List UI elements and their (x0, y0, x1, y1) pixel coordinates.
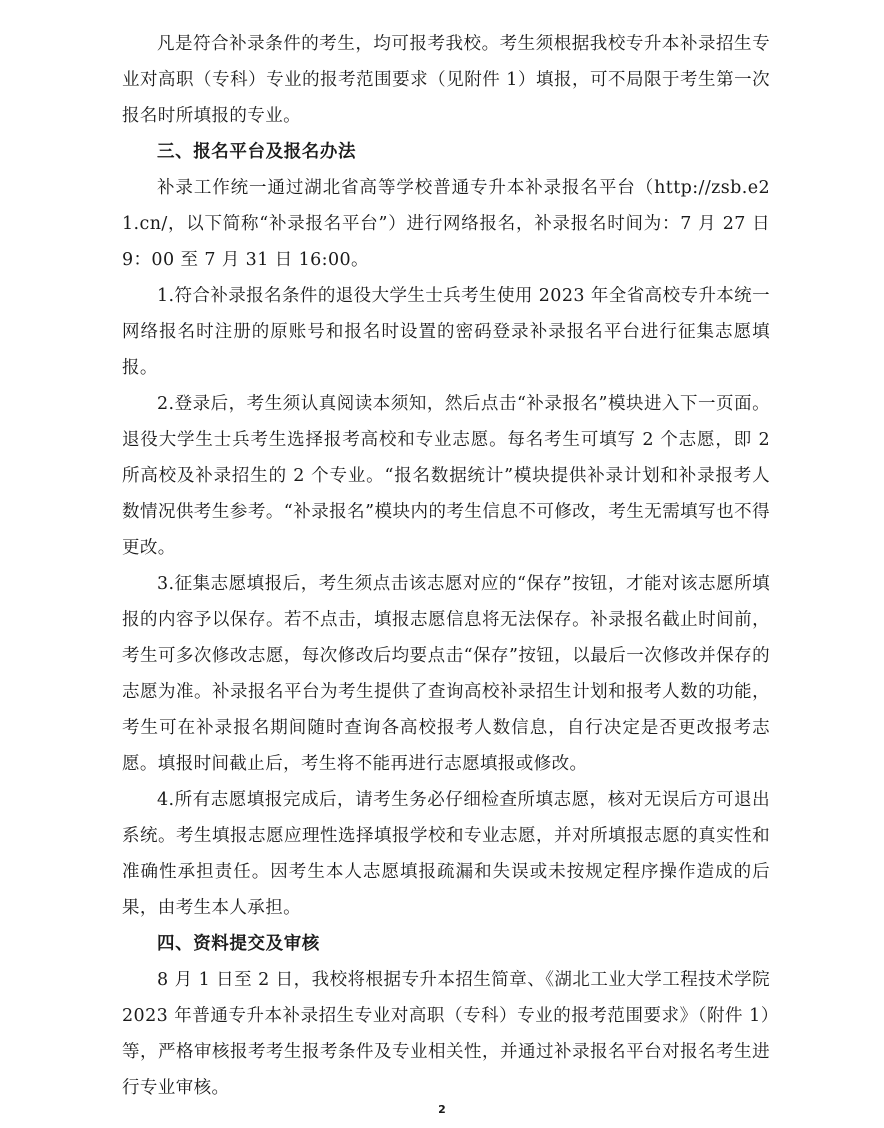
document-body (122, 26, 770, 1106)
list-item-check-and-exit: 4.所有志愿填报完成后，请考生务必仔细检查所填志愿，核对无误后方可退出系统。考生填报志愿应理性选择填报学校和专业志愿，并对所填报志愿的真实性和准确性承担责任。因考生本人志愿填报疏漏和失误或未按规定程序操作造成的后果，由考生本人承担。 (122, 790, 770, 918)
list-item-choose-volunteer: 2.登录后，考生须认真阅读本须知，然后点击“补录报名”模块进入下一页面。退役大学生士兵考生选择报考高校和专业志愿。每名考生可填写 2 个志愿，即 2 所高校及补录招生的 2 个专业。“报名数据统计”模块提供补录计划和补录报考人数情况供考生参考。“补录报名”模块内的考生信息不可修改，考生无需填写也不得更改。 (122, 394, 770, 558)
section-heading-registration: 三、报名平台及报名办法 (157, 142, 357, 162)
section-heading-review: 四、资料提交及审核 (157, 934, 320, 954)
list-item-login: 1.符合补录报名条件的退役大学生士兵考生使用 2023 年全省高校专升本统一网络报名时注册的原账号和报名时设置的密码登录补录报名平台进行征集志愿填报。 (122, 286, 770, 378)
paragraph-review: 8 月 1 日至 2 日，我校将根据专升本招生简章、《湖北工业大学工程技术学院 2023 年普通专升本补录招生专业对高职（专科）专业的报考范围要求》（附件 1）等，严格审核报考考生报考条件及专业相关性，并通过补录报名平台对报名考生进行专业审核。 (122, 970, 770, 1098)
paragraph-eligibility: 凡是符合补录条件的考生，均可报考我校。考生须根据我校专升本补录招生专业对高职（专科）专业的报考范围要求（见附件 1）填报，可不局限于考生第一次报名时所填报的专业。 (122, 34, 770, 126)
paragraph-registration-platform: 补录工作统一通过湖北省高等学校普通专升本补录报名平台（http://zsb.e21.cn/，以下简称“补录报名平台”）进行网络报名，补录报名时间为：7 月 27 日 9：00 至 7 月 31 日 16:00。 (122, 178, 770, 270)
page-number: 2 (438, 1103, 446, 1116)
list-item-save-volunteer: 3.征集志愿填报后，考生须点击该志愿对应的“保存”按钮，才能对该志愿所填报的内容予以保存。若不点击，填报志愿信息将无法保存。补录报名截止时间前，考生可多次修改志愿，每次修改后均要点击“保存”按钮，以最后一次修改并保存的志愿为准。补录报名平台为考生提供了查询高校补录招生计划和报考人数的功能，考生可在补录报名期间随时查询各高校报考人数信息，自行决定是否更改报考志愿。填报时间截止后，考生将不能再进行志愿填报或修改。 (122, 574, 770, 774)
